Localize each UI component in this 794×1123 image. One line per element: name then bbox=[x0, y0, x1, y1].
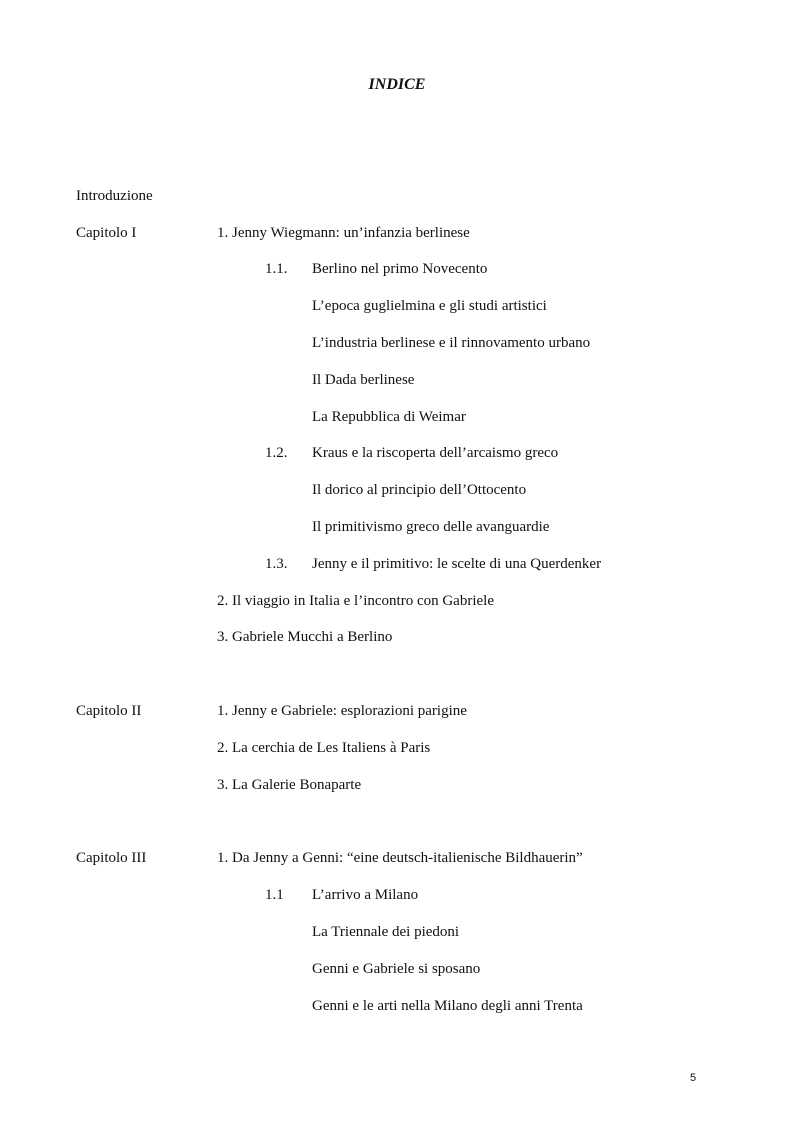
chapter-1-section-3: 3. Gabriele Mucchi a Berlino bbox=[217, 629, 393, 645]
toc-entry: La Repubblica di Weimar bbox=[312, 409, 466, 425]
chapter-2-label: Capitolo II bbox=[76, 703, 142, 719]
chapter-1-section-2: 2. Il viaggio in Italia e l’incontro con Gabriele bbox=[217, 593, 494, 609]
chapter-2-section-2: 2. La cerchia de Les Italiens à Paris bbox=[217, 740, 431, 756]
page-number: 5 bbox=[690, 1072, 697, 1084]
toc-entry: Genni e le arti nella Milano degli anni Trenta bbox=[312, 998, 583, 1014]
toc-introduction: Introduzione bbox=[76, 188, 153, 204]
chapter-2-section-1: 1. Jenny e Gabriele: esplorazioni parigine bbox=[217, 703, 467, 719]
toc-entry: Il primitivismo greco delle avanguardie bbox=[312, 519, 550, 535]
chapter-3-label: Capitolo III bbox=[76, 850, 147, 866]
toc-entry: L’industria berlinese e il rinnovamento urbano bbox=[312, 335, 591, 351]
toc-entry: Il Dada berlinese bbox=[312, 372, 415, 388]
chapter-1-label: Capitolo I bbox=[76, 225, 137, 241]
page-title: INDICE bbox=[368, 76, 426, 93]
chapter-3-section-1: 1. Da Jenny a Genni: “eine deutsch-italienische Bildhauerin” bbox=[217, 850, 583, 866]
toc-entry: La Triennale dei piedoni bbox=[312, 924, 460, 940]
chapter-1-subsection-3-number: 1.3. bbox=[265, 556, 288, 572]
chapter-1-subsection-2-title: Kraus e la riscoperta dell’arcaismo greco bbox=[312, 445, 559, 461]
toc-entry: Il dorico al principio dell’Ottocento bbox=[312, 482, 527, 498]
chapter-1-section-1: 1. Jenny Wiegmann: un’infanzia berlinese bbox=[217, 225, 470, 241]
toc-entry: L’epoca guglielmina e gli studi artistici bbox=[312, 298, 547, 314]
chapter-3-subsection-1-number: 1.1 bbox=[265, 887, 284, 903]
toc-entry: Genni e Gabriele si sposano bbox=[312, 961, 481, 977]
chapter-3-subsection-1-title: L’arrivo a Milano bbox=[312, 887, 419, 903]
chapter-1-subsection-2-number: 1.2. bbox=[265, 445, 288, 461]
chapter-1-subsection-1-title: Berlino nel primo Novecento bbox=[312, 261, 488, 277]
chapter-2-section-3: 3. La Galerie Bonaparte bbox=[217, 777, 362, 793]
chapter-1-subsection-3-title: Jenny e il primitivo: le scelte di una Querdenker bbox=[312, 556, 602, 572]
chapter-1-subsection-1-number: 1.1. bbox=[265, 261, 288, 277]
